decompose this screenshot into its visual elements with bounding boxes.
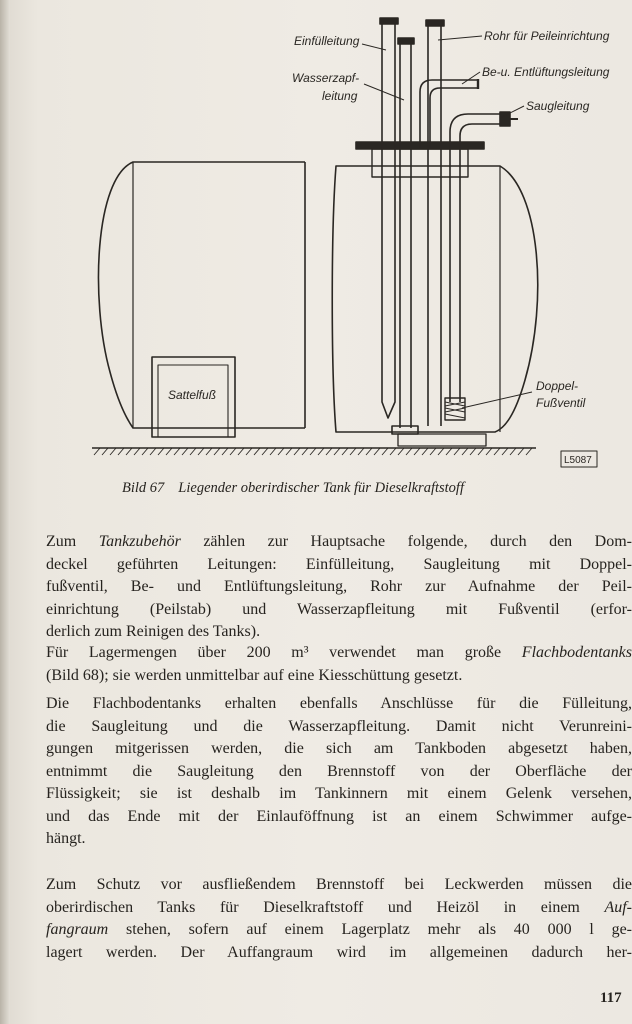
text-line: deckel geführten Leitungen: Einfülleitung, Saugleitung mit Doppel- (46, 555, 632, 573)
label-wasserzapf-1: Wasserzapf- (292, 71, 360, 85)
caption-number: Bild 67 (122, 480, 165, 496)
label-wasserzapf-2: leitung (322, 89, 358, 103)
label-sattelfuss: Sattelfuß (168, 388, 217, 402)
text-line: Zum Schutz vor ausfließendem Brennstoff bei Leckwerden müssen die (46, 876, 632, 893)
text-line: (Bild 68); sie werden unmittelbar auf eine Kiesschüttung gesetzt. (46, 666, 463, 684)
tank-diagram (0, 0, 632, 475)
label-einfuelleitung: Einfülleitung (294, 34, 360, 48)
text-line: fangraum stehen, sofern auf einem Lagerplatz mehr als 40 000 l ge- (46, 921, 632, 938)
dip-tube (428, 26, 441, 426)
text-line: derlich zum Reinigen des Tanks). (46, 623, 261, 640)
page-number: 117 (600, 990, 622, 1006)
text-line: oberirdischen Tanks für Dieselkraftstoff und Heizöl in einem Auf- (46, 898, 632, 916)
caption-title: Liegender oberirdischer Tank für Dieselkraftstoff (178, 480, 464, 496)
figure-caption (122, 480, 602, 497)
text-line: die Saugleitung und die Wasserzapfleitung. Damit nicht Verunreini- (46, 717, 632, 735)
paragraph-3 (46, 693, 632, 851)
text-line: und das Ende mit der Einlauföffnung ist an einem Schwimmer aufge- (46, 807, 632, 825)
right-tank-outline (332, 166, 537, 432)
text-line: Die Flachbodentanks erhalten ebenfalls Anschlüsse für die Fülleitung, (46, 695, 632, 712)
figure-code: L5087 (564, 455, 592, 466)
text-line: Zum Tankzubehör zählen zur Hauptsache folgende, durch den Dom- (46, 533, 632, 550)
text-line: Flüssigkeit; sie ist deshalb im Tankinnern mit einem Gelenk versehen, (46, 785, 632, 802)
paragraph-1 (46, 531, 632, 644)
text-line: lagert werden. Der Auffangraum wird im allgemeinen dadurch her- (46, 943, 632, 961)
paragraph-4 (46, 874, 632, 964)
fill-pipe (382, 24, 395, 418)
text-line: fußventil, Be- und Entlüftungsleitung, Rohr zur Aufnahme der Peil- (46, 578, 632, 595)
label-doppel-1: Doppel- (536, 379, 579, 393)
text-line: hängt. (46, 830, 86, 847)
label-doppel-2: Fußventil (536, 396, 586, 410)
text-line: Für Lagermengen über 200 m³ verwendet man große Flachbodentanks (46, 644, 632, 661)
text-line: gungen mitgerissen werden, die sich am Tankboden abgesetzt haben, (46, 740, 632, 757)
suction-pipe (450, 114, 502, 402)
paragraph-2 (46, 642, 632, 687)
label-saugleitung: Saugleitung (526, 99, 590, 113)
label-peilrohr: Rohr für Peileinrichtung (484, 29, 610, 43)
label-be-entlueftung: Be-u. Entlüftungsleitung (482, 65, 610, 79)
text-line: entnimmt die Saugleitung den Brennstoff von der Oberfläche der (46, 762, 632, 780)
text-line: einrichtung (Peilstab) und Wasserzapfleitung mit Fußventil (erfor- (46, 600, 632, 618)
water-drain-pipe (400, 44, 411, 428)
